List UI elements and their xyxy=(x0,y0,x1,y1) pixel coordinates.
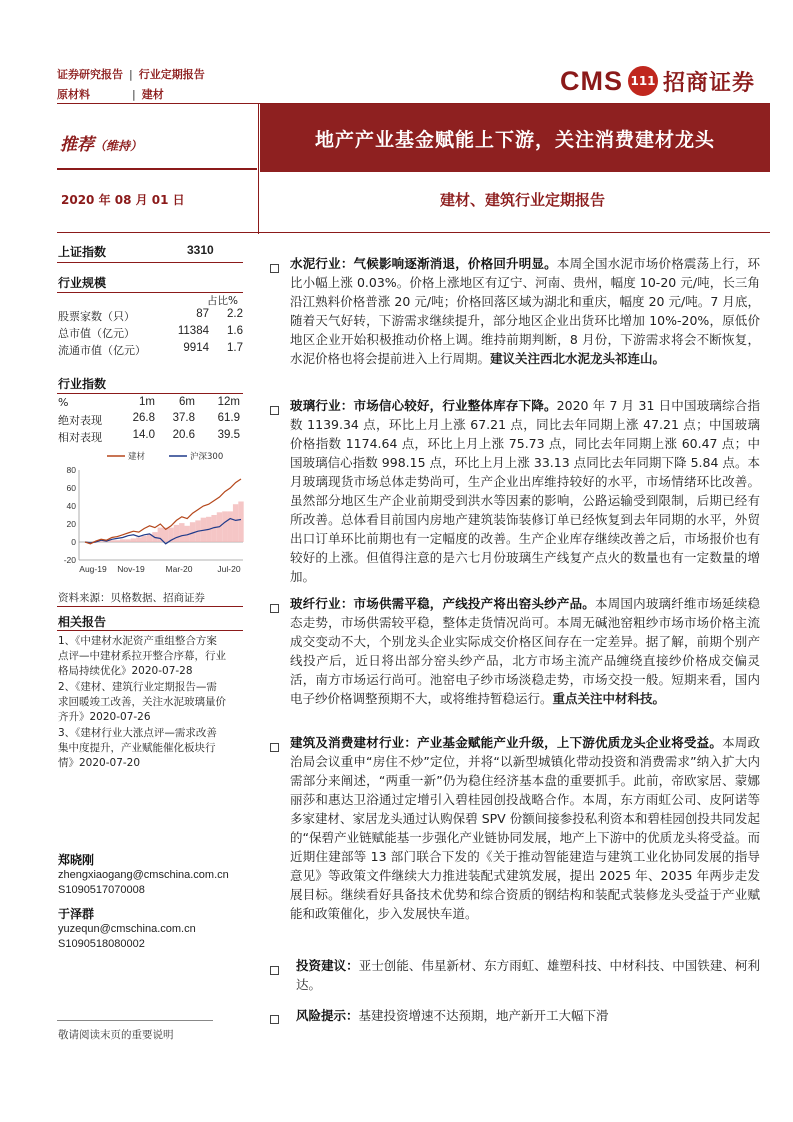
footer-rule xyxy=(57,1020,213,1021)
related-line: 集中度提升，产业赋能催化板块行 xyxy=(58,742,216,754)
section-glass xyxy=(290,396,760,586)
perf-table xyxy=(57,396,243,446)
perf-header: 12m xyxy=(217,396,240,408)
analyst-name: 郑晓刚 xyxy=(58,853,95,867)
footer-note: 敬请阅读末页的重要说明 xyxy=(58,1029,174,1041)
perf-value: 39.5 xyxy=(217,429,240,441)
section-glass-head: 玻璃行业：市场信心较好，行业整体库存下降。 xyxy=(290,398,557,413)
industry-line: 原材料 | 建材 xyxy=(57,88,164,101)
perf-row xyxy=(57,429,243,446)
perf-row-label: 绝对表现 xyxy=(58,414,102,427)
perf-value: 20.6 xyxy=(172,429,195,441)
section-glass-body: 2020 年 7 月 31 日中国玻璃综合指数 1139.34 点，环比上月上涨 67.21 点，同比去年同期上涨 47.21 点；中国玻璃价格指数 1174.64 点，环比上月上涨 75.73 点，同比去年同期上涨 60.47 点；中国玻璃信心指数 998.15 点，环比上月上涨 33.13 点同比去年同期下降 5.84 点。本月玻璃现货市场总体走势尚可，生产企业出库维持较好的水平，市场情绪环比改善。虽然部分地区生产企业前期受到洪水等因素的影响，公路运输受到限制，后期已经有所改善。总体看目前国内房地产建筑装饰装修订单已经恢复到去年同期的水平，外贸出口订单环比前期也有一定幅度的改善。生产企业库存继续改善之后，市场报价也有较好的上涨。但值得注意的是六七月份玻璃生产线复产点火的数量也有一定数量的增加。 xyxy=(290,398,760,584)
related-line: 求回暖竣工改善，关注水泥玻璃量价 xyxy=(58,696,226,708)
bullet-icon xyxy=(270,406,279,415)
column-divider xyxy=(258,104,259,234)
chart-relative-bar xyxy=(131,538,136,542)
section-fiber-head: 玻纤行业：市场供需平稳，产线投产将出窑头纱产品。 xyxy=(290,596,595,611)
related-line: 情》2020-07-20 xyxy=(58,757,141,769)
perf-row-label: 相对表现 xyxy=(58,431,102,444)
bullet-icon xyxy=(270,1015,279,1024)
scale-row-pct: 1.6 xyxy=(227,325,243,337)
related-rule xyxy=(57,630,243,631)
rating xyxy=(60,130,142,155)
logo-cn-text: 招商证券 xyxy=(663,70,756,96)
source-rule xyxy=(57,606,243,607)
chart-relative-bar xyxy=(228,511,233,542)
chart-legend-label: 沪深300 xyxy=(190,452,224,462)
analyst-block xyxy=(58,853,248,952)
scale-row-value: 87 xyxy=(196,308,209,320)
chart-y-tick-label: 0 xyxy=(71,537,76,547)
perf-value: 37.8 xyxy=(172,412,195,424)
logo-disc-text: 111 xyxy=(630,74,656,88)
chart-relative-bar xyxy=(179,523,184,542)
chart-relative-bar xyxy=(222,511,227,542)
chart-x-tick-label: Aug-19 xyxy=(79,564,107,574)
rating-label: 推荐 xyxy=(60,135,94,155)
chart-relative-bar xyxy=(115,540,120,542)
perf-value: 14.0 xyxy=(132,429,155,441)
related-line: 3、《建材行业大涨点评—需求改善 xyxy=(58,727,217,739)
section-risk-head: 风险提示： xyxy=(296,1008,359,1023)
perf-row xyxy=(57,412,243,429)
related-line: 齐升》2020-07-26 xyxy=(58,711,151,723)
perf-value: 61.9 xyxy=(217,412,240,424)
section-consumer-body: 本周政治局会议重申“房住不炒”定位，并将“以新型城镇化带动投资和消费需求”纳入扩大内需部分来阐述，“两重一新”仍为稳住经济基本盘的重要抓手。此前，帝欧家居、蒙娜丽莎和惠达卫浴通过定增引入碧桂园创投战略合作。本周，东方雨虹公司、皮阿诺等多家建材、家居龙头通过认购保碧 SPV 份额间接参投私利资本和碧桂园创投共同发起的“保碧产业链赋能基一步强化产业链协同发展，地产上下游中的优质龙头将受益。而近期住建部等 13 部门联合下发的《关于推动智能建造与建筑工业化协同发展的指导意见》等政策文件继续大力推进装配式建筑发展，提出 2025 年、2035 年两步走发展目标。继续看好具备技术优势和综合资质的钢结构和装配式装修龙头受益于产业赋能和政策催化，步入发展快车道。 xyxy=(290,735,760,921)
scale-heading: 行业规模 xyxy=(58,276,107,290)
logo-cms-text: CMS xyxy=(560,65,623,96)
sector-name: 原材料 xyxy=(57,88,90,101)
related-line: 1、《中建材水泥资产重组整合方案 xyxy=(58,635,217,647)
related-item[interactable] xyxy=(58,634,248,679)
perf-header: 6m xyxy=(179,396,195,408)
index-label: 上证指数 xyxy=(58,245,107,259)
analyst-id: S1090517070008 xyxy=(58,884,145,896)
scale-table xyxy=(57,308,243,359)
scale-row-label: 流通市值（亿元） xyxy=(58,344,146,357)
scale-col-header: 占比% xyxy=(207,295,238,307)
related-line: 格局持续优化》2020-07-28 xyxy=(58,665,193,677)
logo-disc-icon xyxy=(628,66,658,96)
chart-y-tick-label: -20 xyxy=(63,555,76,565)
section-risk xyxy=(296,1006,760,1025)
scale-row-value: 9914 xyxy=(183,342,209,354)
perf-rule xyxy=(57,393,243,394)
scale-row-pct: 1.7 xyxy=(227,342,243,354)
section-cement-body: 本周全国水泥市场价格震荡上行，环比小幅上涨 0.03%。价格上涨地区有辽宁、河南、贵州，幅度 10-20 元/吨，长三角沿江熟料价格普涨 20 元/吨；价格回落区域为湖北和重庆，幅度 20 元/吨。7 月底，随着天气好转，下游需求继续提升，部分地区企业出货环比增加 10%-20%，原低价地区企业开始积极推动价格上调。维持前期判断，8 月份，下游需求将会不断恢复，水泥价格也将会提前进入上行周期。 xyxy=(290,256,760,366)
scale-row xyxy=(57,342,243,359)
scale-row-label: 总市值（亿元） xyxy=(58,327,135,340)
section-invest-body: 亚士创能、伟星新材、东方雨虹、雄塑科技、中材科技、中国铁建、柯利达。 xyxy=(296,958,760,992)
related-heading: 相关报告 xyxy=(58,615,107,629)
chart-y-tick-label: 20 xyxy=(66,519,76,529)
bullet-icon xyxy=(270,743,279,752)
section-fiber xyxy=(290,594,760,708)
chart-y-tick-label: 80 xyxy=(66,465,76,475)
analyst-email[interactable]: yuzequn@cmschina.com.cn xyxy=(58,923,196,935)
bullet-icon xyxy=(270,264,279,273)
section-fiber-tail: 重点关注中材科技。 xyxy=(552,691,666,706)
section-fiber-body: 本周国内玻璃纤维市场延续稳态走势，市场供需较平稳，整体走货情况尚可。本周无碱池窑粗纱市场市场价格主流成交变动不大，个别龙头企业实际成交价格区间存在一定差异。据了解，前期个别产线投产后，近日将出部分窑头纱产品，北方市场主流产品缠绕直接纱价格成交偏灵活，南方市场运行尚可。池窑电子纱市场淡稳走势，市场交投一般。短期来看，国内电子纱价格调整预期不大，或将维持暂稳运行。 xyxy=(290,596,760,706)
report-date: 2020 年 08 月 01 日 xyxy=(61,193,185,207)
analyst-id: S1090518080002 xyxy=(58,938,145,950)
report-type-line: 证券研究报告 | 行业定期报告 xyxy=(57,68,205,81)
section-cement-tail: 建议关注西北水泥龙头祁连山。 xyxy=(490,351,666,366)
related-item[interactable] xyxy=(58,680,248,725)
scale-row xyxy=(57,308,243,325)
chart-relative-bar xyxy=(125,539,130,542)
cms-logo xyxy=(560,64,755,98)
section-invest-head: 投资建议： xyxy=(296,958,359,973)
perf-value: 26.8 xyxy=(132,412,155,424)
bullet-icon xyxy=(270,604,279,613)
section-cement-head: 水泥行业：气候影响逐渐消退，价格回升明显。 xyxy=(290,256,557,271)
chart-x-tick-label: Mar-20 xyxy=(165,564,193,574)
chart-relative-bar xyxy=(141,536,146,542)
chart-relative-bar xyxy=(120,539,125,542)
chart-y-tick-label: 60 xyxy=(66,483,76,493)
related-item[interactable] xyxy=(58,726,248,771)
related-line: 2、《建材、建筑行业定期报告—需 xyxy=(58,681,217,693)
index-value: 3310 xyxy=(187,243,214,257)
perf-header: 1m xyxy=(139,396,155,408)
chart-relative-bar xyxy=(233,504,238,542)
chart-relative-bar xyxy=(238,502,243,543)
industry-name: 建材 xyxy=(141,88,164,101)
chart-relative-bar xyxy=(136,538,141,543)
report-subcategory: 行业定期报告 xyxy=(138,68,205,81)
chart-y-tick-label: 40 xyxy=(66,501,76,511)
analyst-name: 于泽群 xyxy=(58,907,95,921)
perf-header: % xyxy=(58,396,69,409)
analyst-email[interactable]: zhengxiaogang@cmschina.com.cn xyxy=(58,869,229,881)
scale-row-value: 11384 xyxy=(177,325,209,337)
related-line: 点评—中建材系拉开整合序幕，行业 xyxy=(58,650,226,662)
perf-heading: 行业指数 xyxy=(58,377,107,391)
report-subtitle: 建材、建筑行业定期报告 xyxy=(440,191,606,209)
report-title: 地产产业基金赋能上下游，关注消费建材龙头 xyxy=(314,128,715,151)
scale-row-pct: 2.2 xyxy=(227,308,243,320)
report-category: 证券研究报告 xyxy=(57,68,123,81)
subtitle-rule xyxy=(57,232,770,233)
chart-source: 资料来源：贝格数据、招商证券 xyxy=(58,592,205,604)
section-risk-body: 基建投资增速不达预期，地产新开工大幅下滑 xyxy=(358,1008,609,1023)
section-cement xyxy=(290,254,760,368)
related-list xyxy=(58,634,248,771)
perf-header-row xyxy=(57,396,243,412)
chart-legend-label: 建材 xyxy=(128,452,146,462)
section-consumer-head: 建筑及消费建材行业：产业基金赋能产业升级，上下游优质龙头企业将受益。 xyxy=(290,735,723,750)
chart-relative-bar xyxy=(174,525,179,542)
index-rule xyxy=(57,262,243,263)
section-consumer xyxy=(290,733,760,923)
chart-x-tick-label: Nov-19 xyxy=(117,564,145,574)
bullet-icon xyxy=(270,966,279,975)
section-invest xyxy=(296,956,760,994)
performance-chart xyxy=(57,448,247,586)
scale-row-label: 股票家数（只） xyxy=(58,310,135,323)
chart-x-tick-label: Jul-20 xyxy=(217,564,241,574)
rating-sub: （维持） xyxy=(94,139,143,153)
rating-rule xyxy=(57,168,257,170)
scale-row xyxy=(57,325,243,342)
